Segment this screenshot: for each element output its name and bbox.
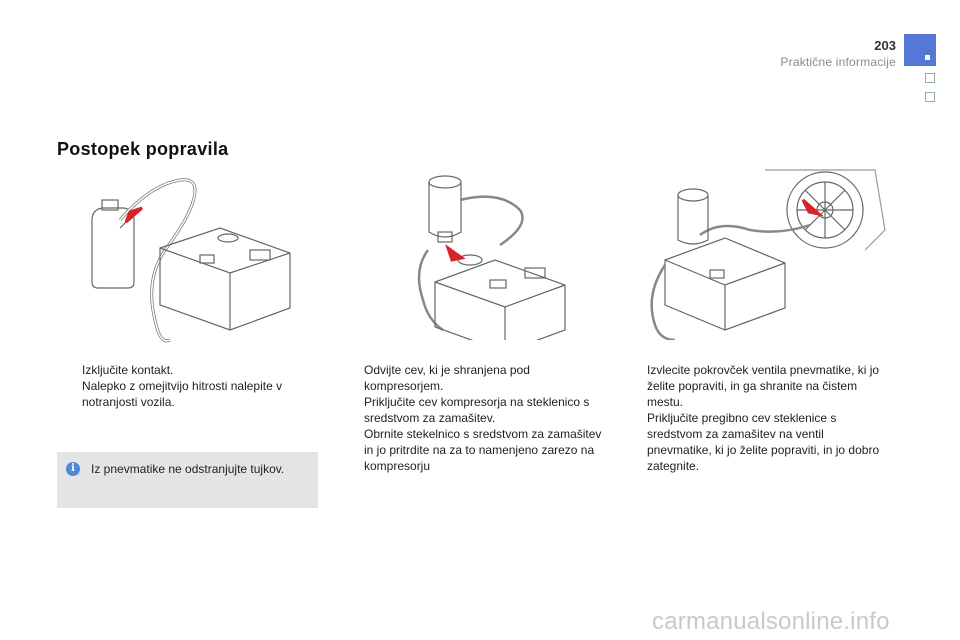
info-icon: i [66,462,80,476]
note-text: Iz pnevmatike ne odstranjujte tujkov. [91,462,285,476]
step-text: Izključite kontakt. [82,363,174,377]
step-item [625,362,887,410]
chapter-box-1 [925,73,935,83]
step-text: Priključite cev kompresorja na steklenico s sredstvom za zamašitev. [364,395,590,425]
illustration-bottle-compressor [400,170,600,340]
step-text: Priključite pregibno cev steklenice s sredstvom za zamašitev na ventil pnevmatike, ki jo želite popraviti, in jo dobro zategnite. [647,411,880,473]
red-arrow-2 [448,248,462,260]
watermark: carmanualsonline.info [652,608,890,635]
marker-dot [925,55,930,60]
step-item [625,410,887,474]
page-title: Postopek popravila [57,139,229,159]
page-number: 203 [874,38,896,53]
step-text: Nalepko z omejitvijo hitrosti nalepite v notranjosti vozila. [82,379,283,409]
step-item [342,362,604,394]
step-text: Odvijte cev, ki je shranjena pod kompresorjem. [364,363,530,393]
info-note [57,452,318,508]
step-text: Obrnite stekelnico s sredstvom za zamašitev in jo pritrdite na za to namenjeno zarezo na kompresorju [364,427,602,473]
chapter-marker [904,34,936,66]
illustration-bottle-hose [80,170,300,345]
step-text: Izvlecite pokrovček ventila pnevmatike, ki jo želite popraviti, in ga shranite na čistem mestu. [647,363,880,409]
chapter-box-2 [925,92,935,102]
step-item [342,426,604,474]
step-item [60,362,300,378]
step-item [342,394,604,426]
illustration-wheel-connection [625,165,890,340]
steps-column-3 [625,362,887,474]
steps-column-1 [60,362,300,410]
step-item [60,378,300,410]
section-name: Praktične informacije [780,55,896,69]
steps-column-2 [342,362,604,474]
